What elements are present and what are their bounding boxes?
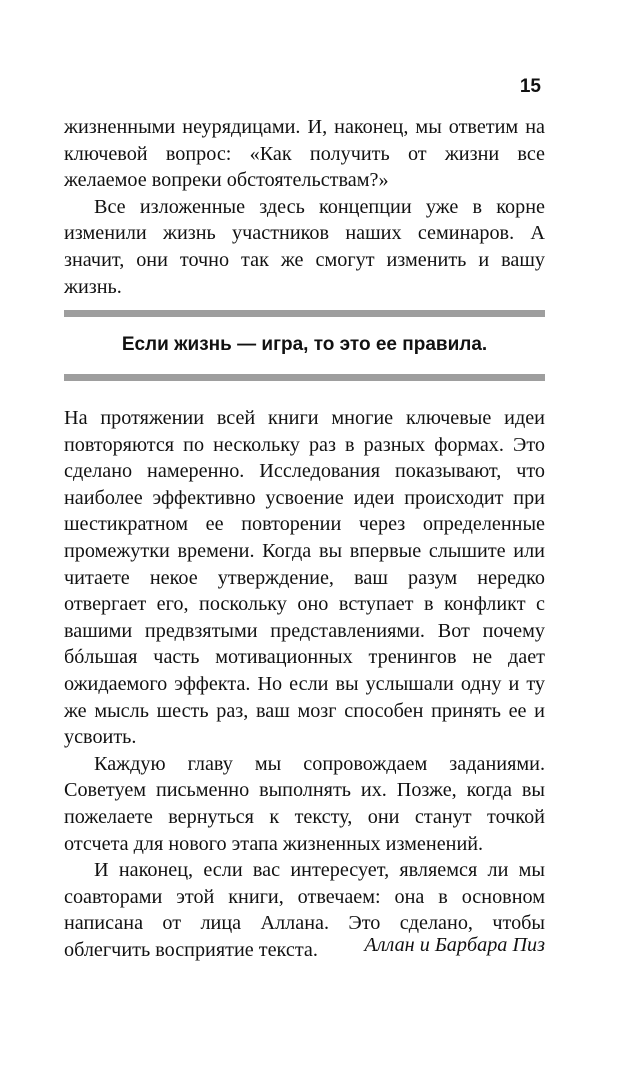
author-signature: Аллан и Барбара Пиз <box>364 934 545 956</box>
intro-paragraph-2: Все изложенные здесь концепции уже в корне изменили жизнь участников наших семинаров. А значит, они точно так же смогут изменить и вашу жизнь. <box>64 195 545 298</box>
body-text <box>64 405 545 963</box>
intro-paragraph-1: жизненными неурядицами. И, наконец, мы ответим на ключевой вопрос: «Как получить от жизни все желаемое вопреки обстоятельствам?» <box>64 116 545 192</box>
page-number: 15 <box>519 76 541 97</box>
body-paragraph-1: На протяжении всей книги многие ключевые идеи повторяются по нескольку раз в разных формах. Это сделано намеренно. Исследования показывают, что наиболее эффективно усвоение идеи происходит при шестикратном ее повторении через определенные промежутки времени. Когда вы впервые слышите или читаете некое утверждение, ваш разум нередко отвергает его, поскольку оно вступает в конфликт с вашими предвзятыми представлениями. Вот почему бóльшая часть мотивационных тренингов не дает ожидаемого эффекта. Но если вы услышали одну и ту же мысль шесть раз, ваш мозг способен принять ее и усвоить. <box>64 407 545 749</box>
callout-top-rule <box>64 310 545 317</box>
body-paragraph-2: Каждую главу мы сопровождаем заданиями. Советуем письменно выполнять их. Позже, когда вы пожелаете вернуться к тексту, они станут точкой отсчета для нового этапа жизненных изменений. <box>64 752 545 855</box>
callout-heading: Если жизнь — игра, то это ее правила. <box>121 334 488 355</box>
body-paragraph-3: И наконец, если вас интересует, являемся ли мы соавторами этой книги, отвечаем: она в основном написана от лица Аллана. Это сделано, чтобы облегчить восприятие текста. <box>64 859 545 961</box>
intro-text <box>64 114 545 300</box>
callout-bottom-rule <box>64 374 545 381</box>
